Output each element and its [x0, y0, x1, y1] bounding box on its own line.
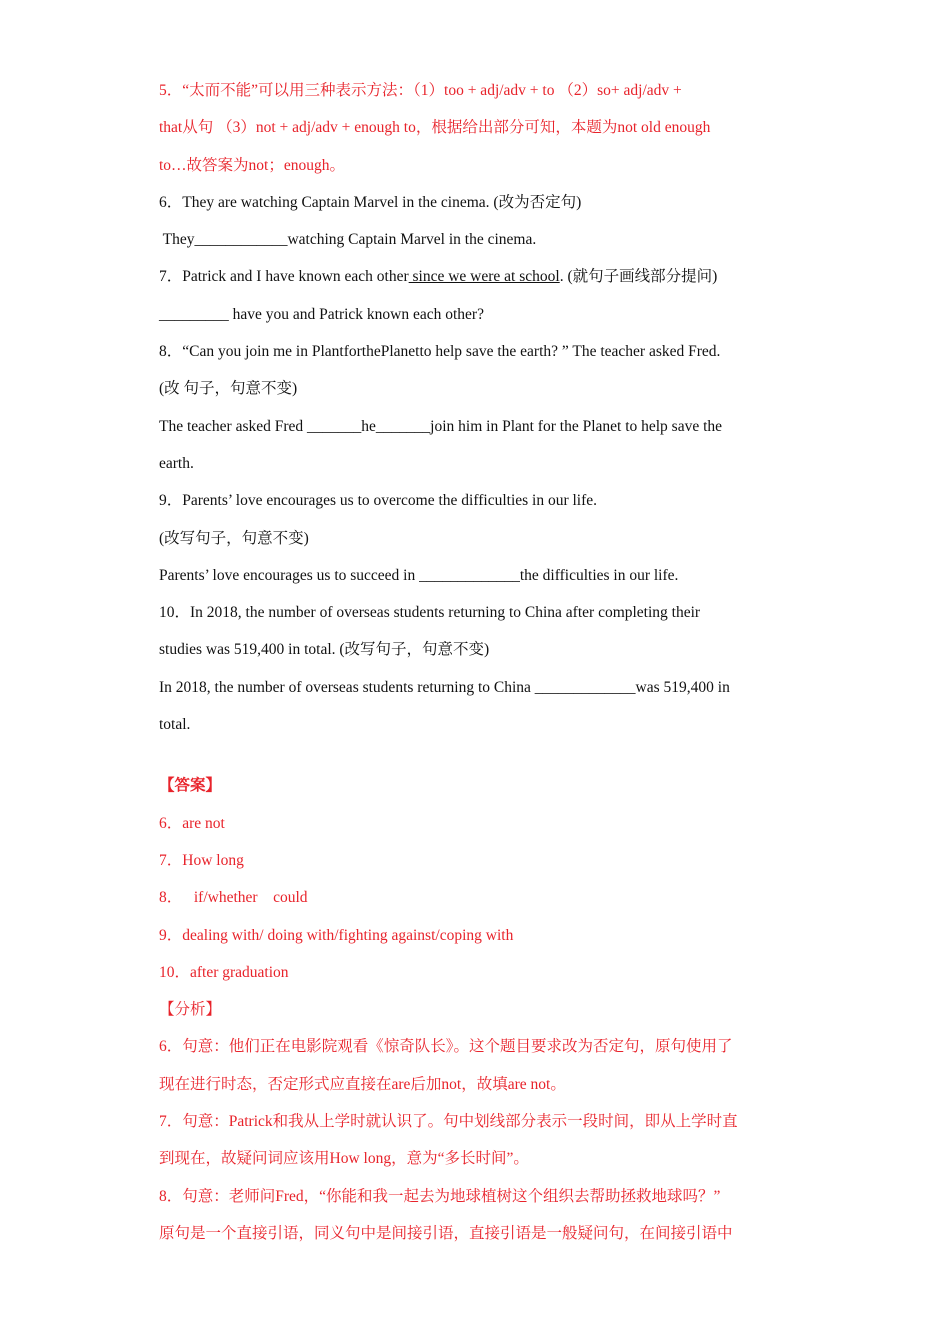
document-page: [159, 72, 799, 1252]
answer-7: 7．How long: [159, 851, 244, 869]
analysis-8-line-1: 8．句意：老师问Fred，“你能和我一起去为地球植树这个组织去帮助拯救地球吗？”: [159, 1187, 721, 1205]
question-10-blank-line-1: In 2018, the number of overseas students returning to China _____________was 519,400 in: [159, 678, 730, 696]
question-7-prefix: 7．Patrick and I have known each other: [159, 268, 409, 286]
analysis-8-line-2: 原句是一个直接引语，同义句中是间接引语，直接引语是一般疑问句，在间接引语中: [159, 1224, 733, 1242]
question-9-prompt: 9．Parents’ love encourages us to overcome the difficulties in our life.: [159, 492, 598, 510]
question-8-instruction: (改 句子，句意不变): [159, 380, 298, 398]
answer-heading: 【答案】: [159, 777, 222, 795]
question-8-blank-line-1: The teacher asked Fred _______he_______join him in Plant for the Planet to help save the: [159, 417, 723, 435]
question-6-blank: They____________watching Captain Marvel in the cinema.: [159, 231, 537, 249]
question-7-suffix: . (就句子画线部分提问): [559, 268, 718, 286]
question-7-blank: _________ have you and Patrick known each other?: [159, 305, 484, 323]
analysis-7-line-1: 7．句意：Patrick和我从上学时就认识了。句中划线部分表示一段时间，即从上学时直: [159, 1113, 738, 1131]
question-8-blank-line-2: earth.: [159, 454, 194, 472]
answer-6: 6．are not: [159, 814, 225, 832]
explanation-5-line-2: that从句 （3）not + adj/adv + enough to，根据给出部分可知，本题为not old enough: [159, 119, 711, 137]
analysis-6-line-1: 6．句意：他们正在电影院观看《惊奇队长》。这个题目要求改为否定句，原句使用了: [159, 1038, 733, 1056]
question-6-prompt: 6．They are watching Captain Marvel in the cinema. (改为否定句): [159, 193, 582, 211]
question-9-blank: Parents’ love encourages us to succeed in _____________the difficulties in our life.: [159, 566, 679, 584]
answer-10: 10．after graduation: [159, 963, 289, 981]
question-7-prompt: [159, 258, 799, 295]
explanation-5-line-3: to…故答案为not；enough。: [159, 156, 345, 174]
answer-9: 9．dealing with/ doing with/fighting against/coping with: [159, 926, 514, 944]
question-8-prompt: 8．“Can you join me in PlantforthePlanetto help save the earth? ” The teacher asked Fred.: [159, 343, 721, 361]
question-9-instruction: (改写句子，句意不变): [159, 529, 309, 547]
analysis-heading: 【分析】: [159, 1001, 222, 1019]
answer-8: 8． if/whether could: [159, 889, 308, 907]
explanation-5-line-1: 5．“太而不能”可以用三种表示方法：（1）too + adj/adv + to （2）so+ adj/adv +: [159, 82, 682, 99]
analysis-7-line-2: 到现在，故疑问词应该用How long，意为“多长时间”。: [159, 1150, 529, 1168]
question-7-underlined-part: since we were at school: [408, 268, 560, 286]
question-10-prompt-line-1: 10．In 2018, the number of overseas students returning to China after completing their: [159, 604, 701, 622]
question-10-prompt-line-2: studies was 519,400 in total. (改写句子，句意不变): [159, 641, 490, 659]
section-spacer: [159, 743, 799, 767]
analysis-6-line-2: 现在进行时态，否定形式应直接在are后加not，故填are not。: [159, 1075, 566, 1093]
question-10-blank-line-2: total.: [159, 716, 191, 734]
